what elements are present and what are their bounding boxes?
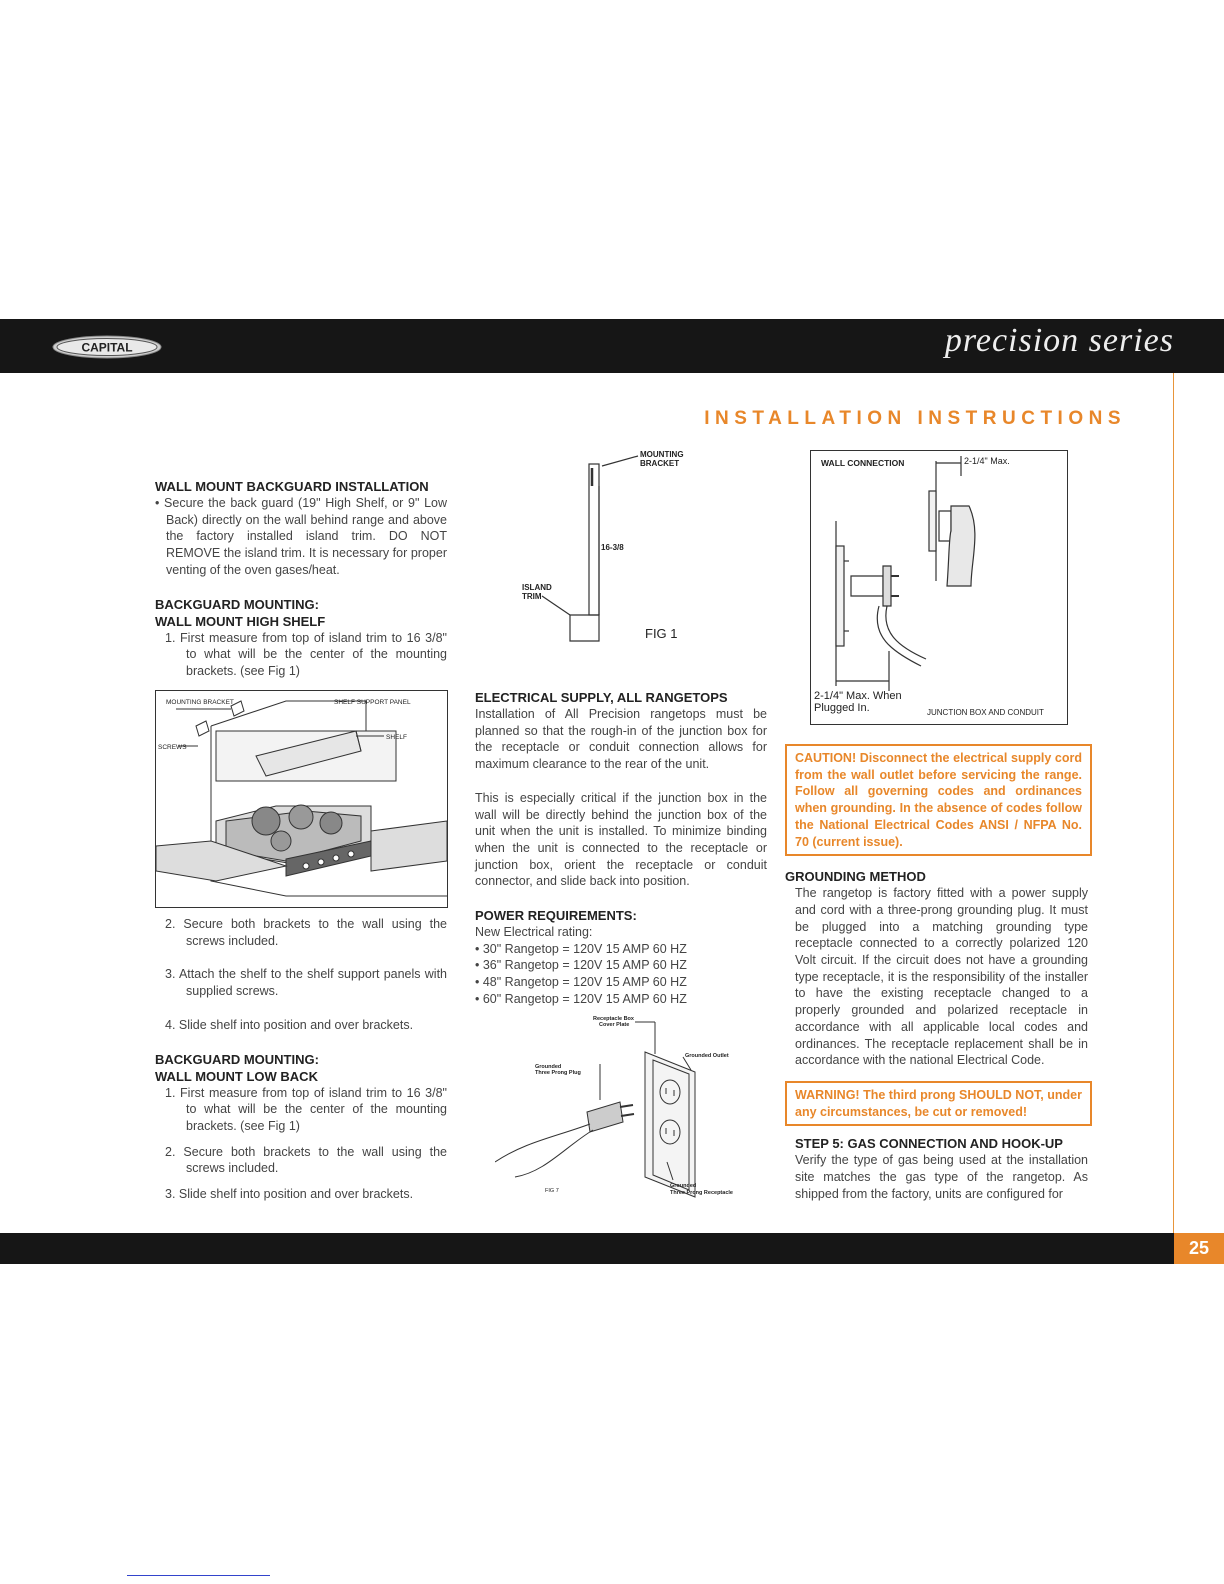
- step5-title: STEP 5: GAS CONNECTION AND HOOK-UP: [795, 1136, 1063, 1152]
- high-shelf-step-1: 1. First measure from top of island trim to 16 3/8" to what will be the center of the mounting brackets. (see Fig 1): [165, 630, 447, 678]
- shelf-diagram: [156, 691, 447, 907]
- label-shelf: SHELF: [386, 734, 407, 741]
- wall-mount-title: WALL MOUNT BACKGUARD INSTALLATION: [155, 479, 429, 494]
- fig1-mounting-label: MOUNTING: [640, 450, 684, 459]
- fig7-receptacle-label-2: Three Prong Receptacle: [670, 1190, 733, 1196]
- fig7-diagram: [495, 1012, 745, 1202]
- section-title: INSTALLATION INSTRUCTIONS: [704, 408, 1126, 429]
- fig1-caption: FIG 1: [645, 626, 678, 641]
- low-back-step-2: 2. Secure both brackets to the wall using the screws included.: [165, 1144, 447, 1176]
- fig1-bracket-label: BRACKET: [640, 459, 680, 468]
- power-title: POWER REQUIREMENTS:: [475, 908, 637, 924]
- high-shelf-step-2: 2. Secure both brackets to the wall using the screws included.: [165, 917, 447, 948]
- high-shelf-step-4: 4. Slide shelf into position and over brackets.: [165, 1017, 414, 1032]
- high-shelf-subtitle: WALL MOUNT HIGH SHELF: [155, 613, 326, 629]
- low-back-title: BACKGUARD MOUNTING:: [155, 1051, 319, 1067]
- wall-mount-text: • Secure the back guard (19" High Shelf, or 9" Low Back) directly on the wall behind range and above the factory installed island trim. DO NOT REMOVE the island trim. It is necessary for proper venting of the oven gases/heat.: [155, 496, 447, 577]
- brand-name: CAPITAL: [81, 340, 133, 355]
- footer-link-line: [127, 1575, 270, 1576]
- power-item: • 60" Rangetop = 120V 15 AMP 60 HZ: [475, 991, 687, 1006]
- footer-bar: [0, 1233, 1224, 1264]
- electrical-paragraph-2: This is especially critical if the junction box in the wall will be directly behind the junction box of the unit when the unit is installed. To minimize binding when the unit is connected to the receptacle or junction box, orient the receptacle or conduit connector, and slide back into position.: [475, 790, 767, 889]
- wall-fig-junction: JUNCTION BOX AND CONDUIT: [927, 708, 1044, 717]
- wall-connection-diagram: [811, 451, 1067, 724]
- grounding-title: GROUNDING METHOD: [785, 869, 926, 885]
- fig1-dimension: 16-3/8: [601, 543, 624, 552]
- wall-connection-figure: [810, 450, 1068, 725]
- low-back-step-3: 3. Slide shelf into position and over brackets.: [165, 1187, 414, 1202]
- left-column-lower: [155, 916, 447, 1203]
- power-item: • 30" Rangetop = 120V 15 AMP 60 HZ: [475, 941, 687, 956]
- fig1-trim-label: TRIM: [522, 592, 542, 601]
- fig7-plug-label-2: Three Prong Plug: [535, 1070, 581, 1076]
- caution-box: CAUTION! Disconnect the electrical supply cord from the wall outlet before servicing the range. Follow all governing codes and ordinances when grounding. In the absence of codes follow the National Electrical Codes ANSI / NFPA No. 70 (current issue).: [785, 744, 1092, 856]
- high-shelf-step-3: 3. Attach the shelf to the shelf support panels with supplied screws.: [165, 967, 447, 999]
- power-subtitle: New Electrical rating:: [475, 925, 593, 940]
- step5-text: Verify the type of gas being used at the installation site matches the gas type of the rangetop. As shipped from the factory, units are configured for: [795, 1153, 1088, 1201]
- right-column: [785, 744, 1092, 1202]
- series-title: precision series: [944, 322, 1174, 359]
- label-mounting-bracket: MOUNTING BRACKET: [166, 699, 234, 706]
- electrical-paragraph-1: Installation of All Precision rangetops must be planned so that the rough-in of the junction box for the receptacle or conduit connection allows for maximum clearance to the rear of the unit.: [475, 707, 767, 772]
- fig7-cover-label-2: Cover Plate: [599, 1022, 630, 1028]
- fig7-caption: FIG 7: [545, 1188, 559, 1194]
- label-shelf-support: SHELF SUPPORT PANEL: [334, 699, 411, 706]
- grounding-text: The rangetop is factory fitted with a power supply and cord with a three-prong grounding plug. It must be plugged into a matching grounding type receptacle connected to a correctly polarized 120 Volt circuit. If the circuit does not have a grounding type receptacle, it is the responsibility of the installer to have the existing receptacle changed to a properly grounded and polarized receptacle in accordance with all applicable local codes and ordinances. The receptacle replacement shall be in accordance with the national Electrical Code.: [795, 886, 1088, 1068]
- power-item: • 36" Rangetop = 120V 15 AMP 60 HZ: [475, 958, 687, 973]
- fig1-diagram: [510, 446, 710, 646]
- shelf-figure: [155, 690, 448, 908]
- fig1-island-label: ISLAND: [522, 583, 552, 592]
- left-column: [155, 478, 447, 680]
- label-screws: SCREWS: [158, 744, 187, 751]
- fig7-outlet-label: Grounded Outlet: [685, 1053, 729, 1059]
- wall-fig-max-top: 2-1/4" Max.: [964, 456, 1010, 466]
- electrical-title: ELECTRICAL SUPPLY, ALL RANGETOPS: [475, 690, 728, 705]
- page-number: 25: [1174, 1233, 1224, 1264]
- wall-fig-max-bottom-2: Plugged In.: [814, 702, 870, 714]
- wall-fig-max-bottom: 2-1/4" Max. When: [814, 690, 902, 702]
- fig7-receptacle-label: Grounded: [670, 1183, 697, 1189]
- low-back-subtitle: WALL MOUNT LOW BACK: [155, 1068, 318, 1084]
- capital-logo: [52, 335, 162, 359]
- middle-column: [475, 689, 767, 1008]
- fig7-cover-label: Receptacle Box: [593, 1016, 634, 1022]
- wall-fig-title: WALL CONNECTION: [821, 458, 905, 468]
- high-shelf-title: BACKGUARD MOUNTING:: [155, 596, 319, 612]
- low-back-step-1: 1. First measure from top of island trim to 16 3/8" to what will be the center of the mounting brackets. (see Fig 1): [165, 1085, 447, 1133]
- divider-line: [1173, 373, 1174, 1233]
- power-item: • 48" Rangetop = 120V 15 AMP 60 HZ: [475, 975, 687, 990]
- warning-box: WARNING! The third prong SHOULD NOT, under any circumstances, be cut or removed!: [785, 1081, 1092, 1126]
- fig7-plug-label: Grounded: [535, 1064, 562, 1070]
